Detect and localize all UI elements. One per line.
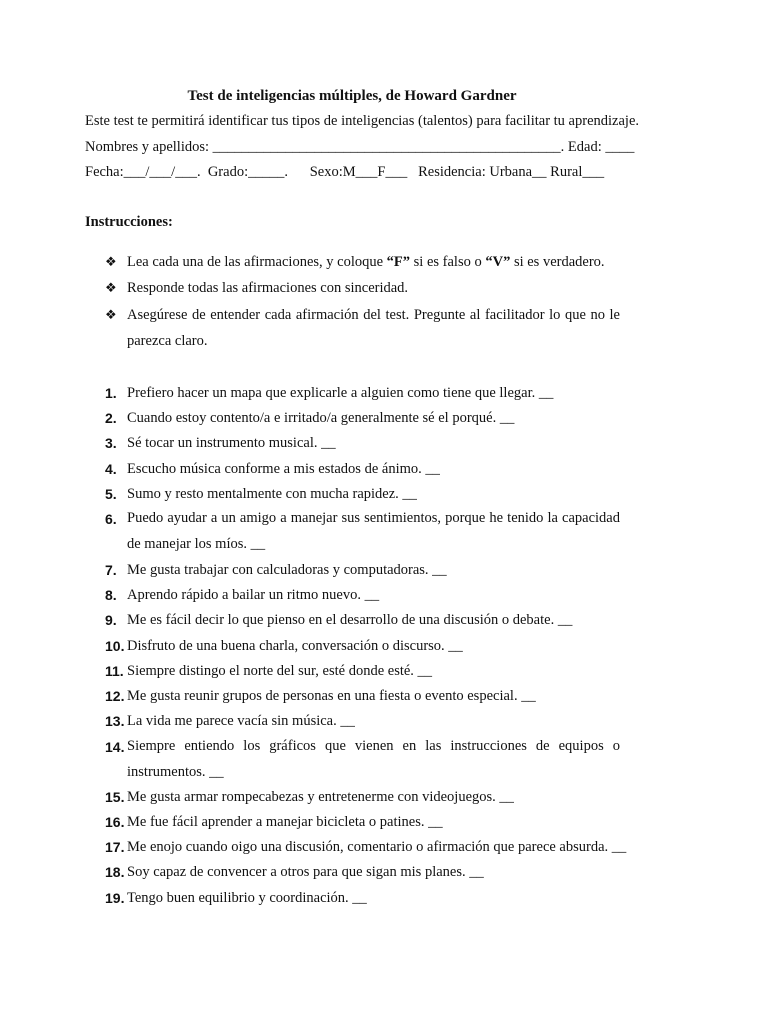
diamond-bullet-icon: ❖ [105, 280, 117, 295]
question-text: Sumo y resto mentalmente con mucha rapidez. __ [127, 486, 417, 502]
question-number: 16. [105, 814, 125, 830]
question-number: 10. [105, 638, 125, 654]
question-text: Sé tocar un instrumento musical. __ [127, 435, 336, 451]
question-number: 1. [105, 385, 117, 401]
question-number: 17. [105, 839, 125, 855]
intro-text: Este test te permitirá identificar tus tipos de inteligencias (talentos) para facilitar tu aprendizaje. [85, 113, 640, 129]
question-text: Me gusta armar rompecabezas y entretenerme con videojuegos. __ [127, 789, 514, 805]
instruction-text: Lea cada una de las afirmaciones, y coloque [127, 254, 387, 270]
question-text: Puedo ayudar a un amigo a manejar sus sentimientos, porque he tenido la capacidad de manejar los míos. __ [127, 510, 620, 552]
diamond-bullet-icon: ❖ [105, 254, 117, 269]
question-number: 18. [105, 864, 125, 880]
question-number: 4. [105, 461, 117, 477]
question-text: Siempre distingo el norte del sur, esté donde esté. __ [127, 663, 433, 679]
instructions-heading: Instrucciones: [85, 214, 173, 230]
names-age-field: Nombres y apellidos: ________________________________________________. Edad: ____ [85, 139, 635, 155]
question-number: 13. [105, 713, 125, 729]
question-number: 15. [105, 789, 125, 805]
question-number: 9. [105, 612, 117, 628]
question-text: Me fue fácil aprender a manejar bicicleta o patines. __ [127, 814, 443, 830]
question-number: 3. [105, 435, 117, 451]
question-text: Aprendo rápido a bailar un ritmo nuevo. __ [127, 587, 380, 603]
question-number: 8. [105, 587, 117, 603]
question-text: Siempre entiendo los gráficos que vienen en las instrucciones de equipos o instrumentos. __ [127, 738, 620, 780]
true-marker: “V” [485, 254, 511, 270]
instruction-item: Asegúrese de entender cada afirmación del test. Pregunte al facilitador lo que no le parezca claro. [127, 307, 620, 349]
instruction-item [127, 252, 620, 272]
question-text: Me gusta reunir grupos de personas en una fiesta o evento especial. __ [127, 688, 536, 704]
question-text: Prefiero hacer un mapa que explicarle a alguien como tiene que llegar. __ [127, 385, 554, 401]
instruction-item: Responde todas las afirmaciones con sinceridad. [127, 280, 409, 296]
question-text: La vida me parece vacía sin música. __ [127, 713, 355, 729]
question-number: 12. [105, 688, 125, 704]
document-title: Test de inteligencias múltiples, de Howard Gardner [187, 88, 517, 104]
diamond-bullet-icon: ❖ [105, 307, 117, 322]
instruction-text: si es falso o [410, 254, 486, 270]
question-number: 7. [105, 562, 117, 578]
question-text: Me es fácil decir lo que pienso en el desarrollo de una discusión o debate. __ [127, 612, 573, 628]
date-grade-sex-residence-field: Fecha:___/___/___. Grado:_____. Sexo:M___F___ Residencia: Urbana__ Rural___ [85, 164, 605, 180]
question-text: Disfruto de una buena charla, conversación o discurso. __ [127, 638, 463, 654]
instruction-text: si es verdadero. [510, 254, 605, 270]
question-text: Cuando estoy contento/a e irritado/a generalmente sé el porqué. __ [127, 410, 515, 426]
question-number: 5. [105, 486, 117, 502]
false-marker: “F” [386, 254, 411, 270]
question-text: Soy capaz de convencer a otros para que sigan mis planes. __ [127, 864, 484, 880]
question-number: 19. [105, 890, 125, 906]
question-text: Me enojo cuando oigo una discusión, comentario o afirmación que parece absurda. __ [127, 839, 627, 855]
question-number: 11. [105, 663, 124, 679]
question-text: Tengo buen equilibrio y coordinación. __ [127, 890, 367, 906]
question-number: 2. [105, 410, 117, 426]
question-text: Escucho música conforme a mis estados de ánimo. __ [127, 461, 440, 477]
question-text: Me gusta trabajar con calculadoras y computadoras. __ [127, 562, 447, 578]
question-number: 14. [105, 739, 125, 755]
question-number: 6. [105, 511, 117, 527]
